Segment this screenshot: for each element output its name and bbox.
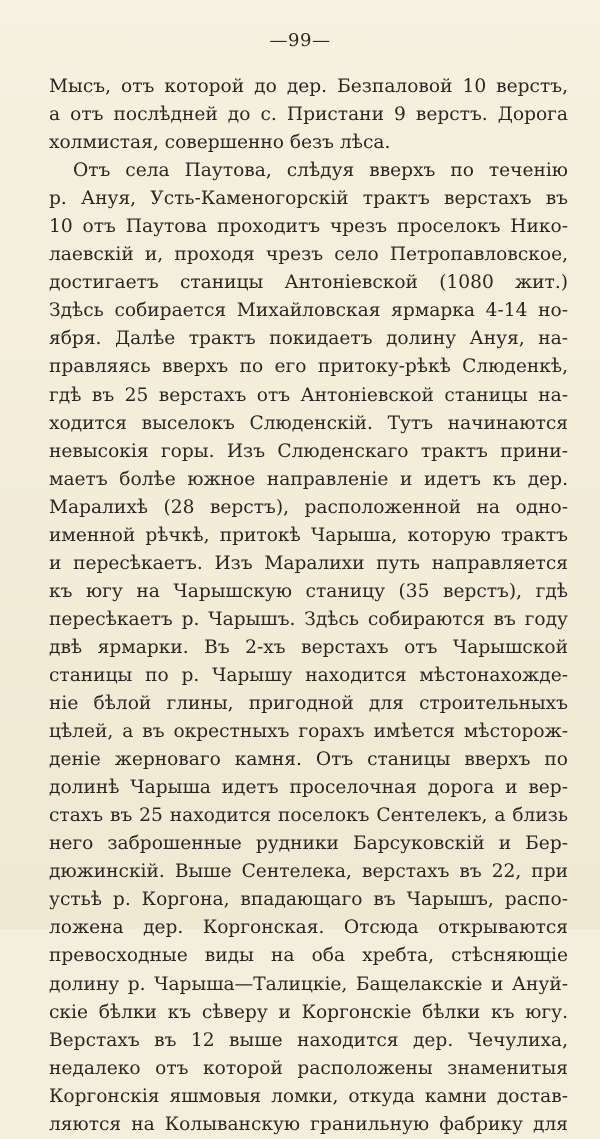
text-line: Мысъ, отъ которой до дер. Безпаловой 10 верстъ, <box>49 76 568 97</box>
page-number: —99— <box>269 30 331 51</box>
text-line: къ югу на Чарышскую станицу (35 верстъ), гдѣ <box>49 580 568 602</box>
text-line: лаевскій и, проходя чрезъ село Петропавловское, <box>49 244 568 266</box>
text-line: пересѣкаетъ р. Чарышъ. Здѣсь собираются въ году <box>49 608 568 630</box>
text-line: устьѣ р. Коргона, впадающаго въ Чарышъ, распо- <box>49 889 568 911</box>
text-line: стахъ въ 25 находится поселокъ Сентелекъ, а близь <box>49 805 568 827</box>
text-line: долину р. Чарыша—Талицкіе, Бащелакскіе и Ануй- <box>49 973 568 995</box>
text-line: ніе бѣлой глины, пригодной для строительныхъ <box>49 693 568 715</box>
text-line: и пересѣкаетъ. Изъ Маралихи путь направляется <box>49 552 568 574</box>
text-line: Отъ села Паутова, слѣдуя вверхъ по теченію <box>73 160 568 182</box>
text-line: достигаетъ станицы Антоніевской (1080 жит.) <box>49 272 568 294</box>
text-line: цѣлей, а въ окрестныхъ горахъ имѣется мѣсторож- <box>49 721 568 743</box>
text-line: скіе бѣлки къ сѣверу и Коргонскіе бѣлки къ югу. <box>49 1001 568 1023</box>
text-line: а отъ послѣдней до с. Пристани 9 верстъ. Дорога <box>49 104 568 126</box>
text-line: маетъ болѣе южное направленіе и идетъ къ дер. <box>49 468 568 490</box>
text-line: деніе жерноваго камня. Отъ станицы вверхъ по <box>49 749 568 771</box>
body-text <box>49 73 568 1139</box>
text-line: Здѣсь собирается Михайловская ярмарка 4-14 но- <box>49 300 568 322</box>
text-line: 10 отъ Паутова проходитъ чрезъ проселокъ Нико- <box>49 216 568 238</box>
text-line: превосходные виды на оба хребта, стѣсняющіе <box>49 945 568 967</box>
text-line: двѣ ярмарки. Въ 2-хъ верстахъ отъ Чарышской <box>49 636 568 658</box>
text-line: невысокія горы. Изъ Слюденскаго трактъ прини- <box>49 440 568 462</box>
text-line: ября. Далѣе трактъ покидаетъ долину Ануя, на- <box>49 328 568 350</box>
text-line: недалеко отъ которой расположены знаменитыя <box>49 1057 568 1079</box>
text-line: дюжинскій. Выше Сентелека, верстахъ въ 22, при <box>49 861 568 883</box>
text-line: ложена дер. Коргонская. Отсюда открываются <box>49 917 568 939</box>
text-line: именной рѣчкѣ, притокѣ Чарыша, которую трактъ <box>49 524 568 546</box>
text-line: р. Ануя, Усть-Каменогорскій трактъ верстахъ въ <box>49 188 568 210</box>
text-line: Коргонскія яшмовыя ломки, откуда камни достав- <box>49 1085 568 1107</box>
text-line: ляются на Колыванскую гранильную фабрику для <box>49 1113 568 1135</box>
text-line: гдѣ въ 25 верстахъ отъ Антоніевской станицы на- <box>49 384 568 406</box>
text-line: ходится выселокъ Слюденскій. Тутъ начинаются <box>49 412 568 434</box>
text-line: правляясь вверхъ по его притоку-рѣкѣ Слюденкѣ, <box>49 356 568 378</box>
text-line: него заброшенные рудники Барсуковскій и Бер- <box>49 833 568 855</box>
text-line: холмистая, совершенно безъ лѣса. <box>49 132 391 154</box>
text-line: долинѣ Чарыша идетъ проселочная дорога и вер- <box>49 777 568 799</box>
text-line: Верстахъ въ 12 выше находится дер. Чечулиха, <box>49 1029 568 1051</box>
text-line: Маралихѣ (28 верстъ), расположенной на одно- <box>49 496 568 518</box>
text-line: станицы по р. Чарышу находится мѣстонахожде- <box>49 664 568 686</box>
